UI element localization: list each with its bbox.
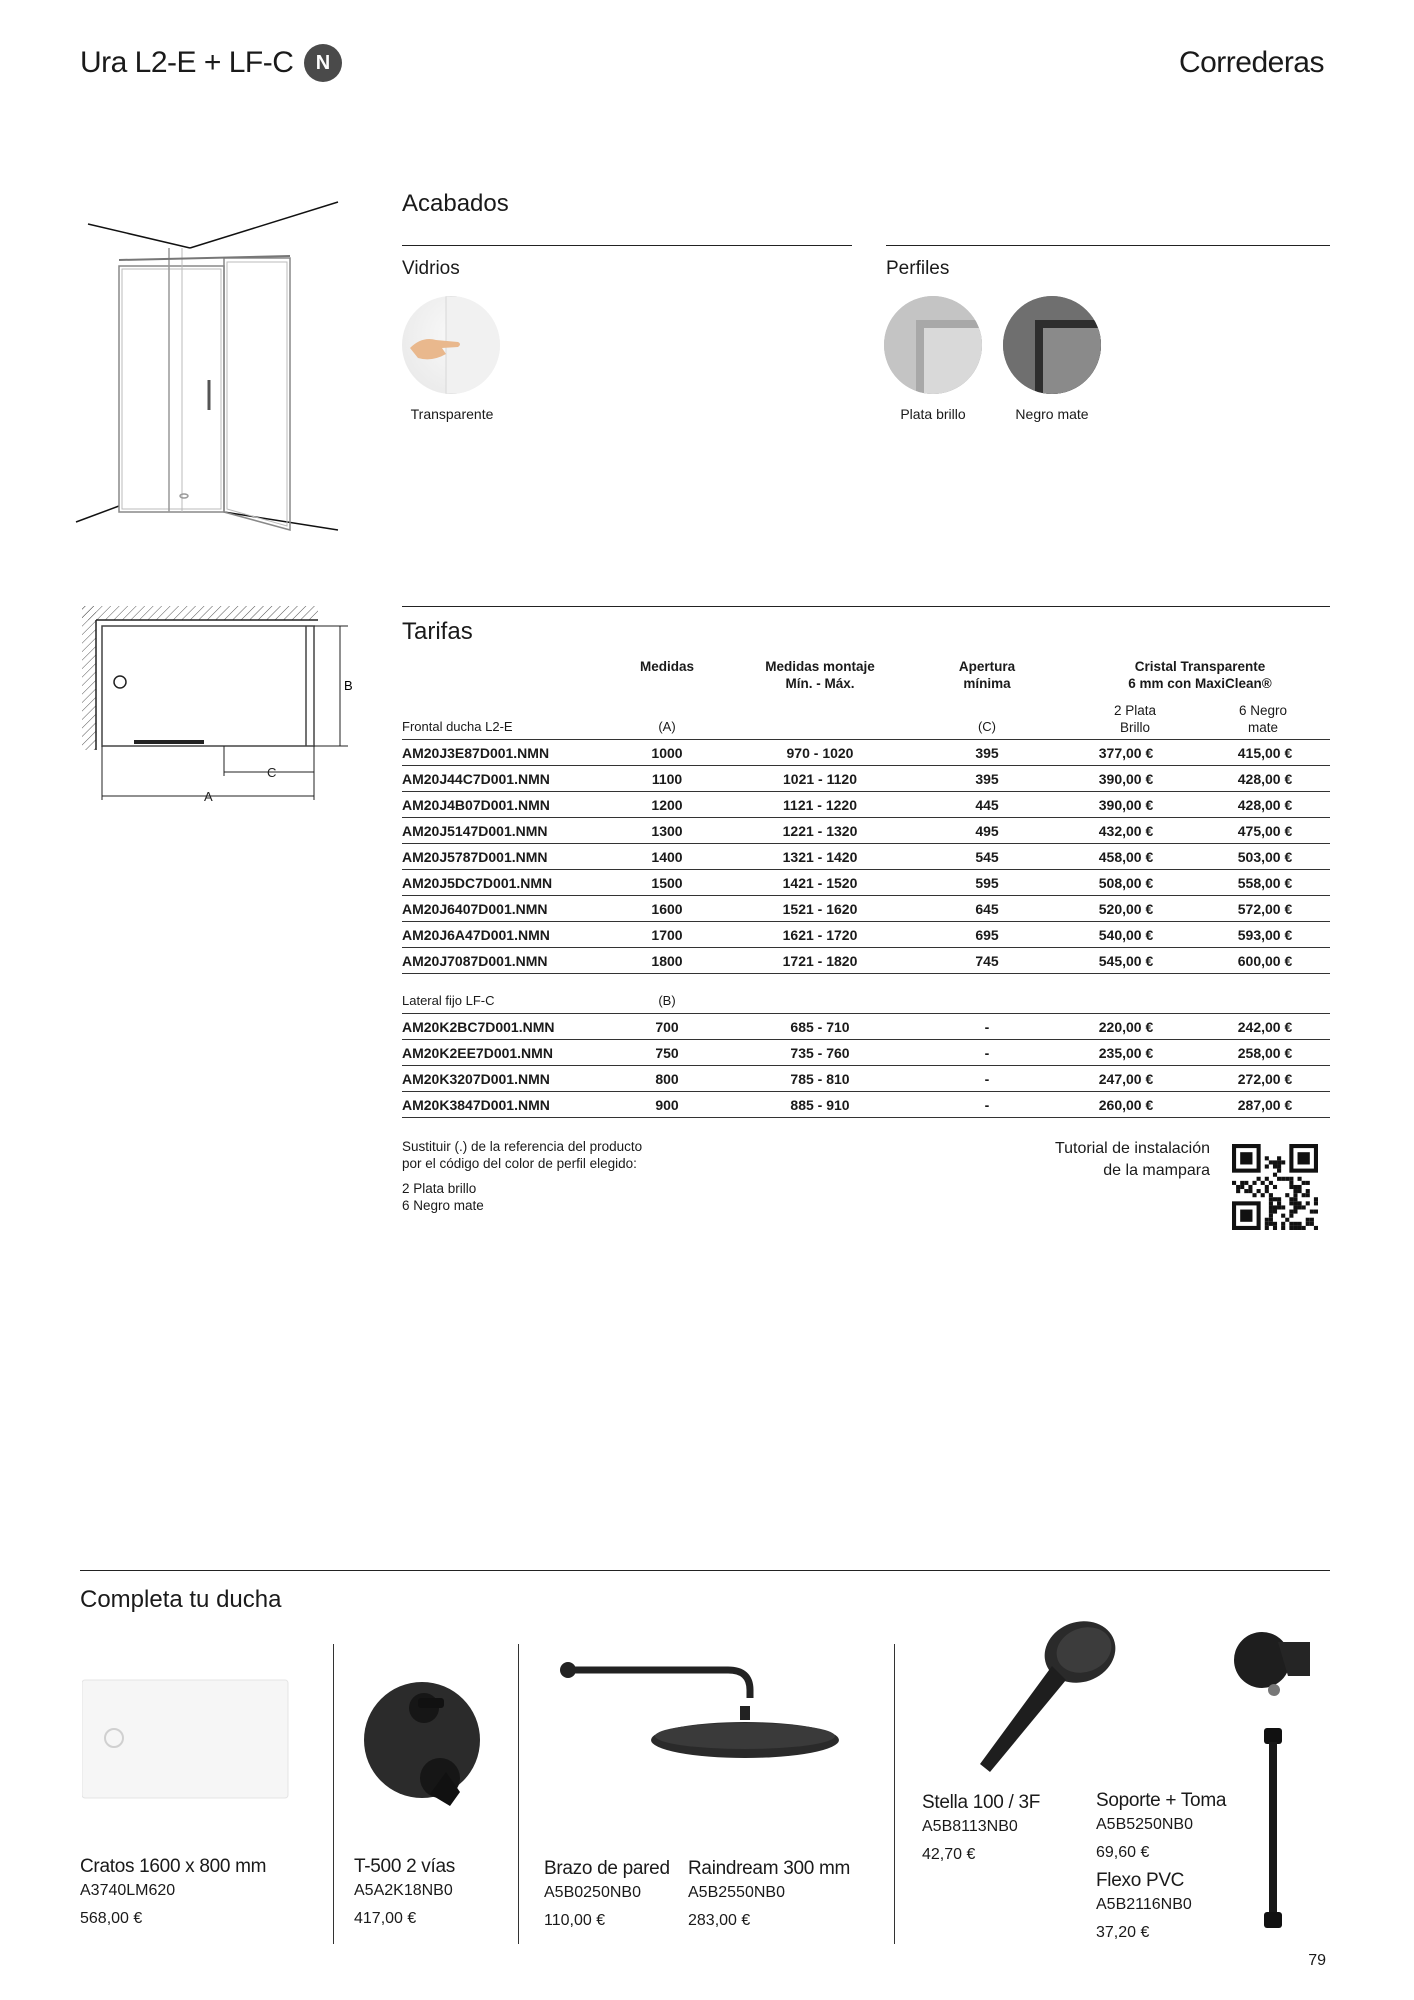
price-negro-mate: 572,00 € [1200, 896, 1330, 922]
tutorial-text-line2: de la mampara [1103, 1162, 1210, 1179]
product-code: AM20K2EE7D001.NMN [402, 1040, 616, 1066]
product-code: AM20J7087D001.NMN [402, 948, 616, 974]
col-header-negro-line1: 6 Negro [1238, 703, 1288, 718]
price-plata-brillo: 220,00 € [1052, 1014, 1200, 1040]
product-code: A5A2K18NB0 [354, 1882, 453, 1899]
complete-title: Completa tu ducha [80, 1586, 282, 1613]
apertura-minima: 395 [922, 766, 1052, 792]
product-name: Stella 100 / 3F [922, 1792, 1041, 1813]
col-header-medidas: Medidas [639, 659, 694, 674]
col-header-plata-line1: 2 Plata [1113, 703, 1157, 718]
tariffs-table [402, 714, 1330, 1118]
col-header-apertura-line1: Apertura [958, 659, 1016, 674]
product-soporte-toma [1096, 1790, 1226, 1862]
col-header-plata-line2: Brillo [1119, 720, 1150, 735]
tariffs-rule [402, 606, 1330, 607]
wall-outlet-support-image [1228, 1616, 1318, 1700]
apertura-minima: 395 [922, 740, 1052, 766]
product-flexo-pvc [1096, 1870, 1192, 1942]
product-code: AM20J6407D001.NMN [402, 896, 616, 922]
price-plata-brillo: 545,00 € [1052, 948, 1200, 974]
price-negro-mate: 415,00 € [1200, 740, 1330, 766]
price-negro-mate: 287,00 € [1200, 1092, 1330, 1118]
profile-black-swatch [1003, 296, 1101, 394]
apertura-minima: 595 [922, 870, 1052, 896]
page-number: 79 [1308, 1952, 1326, 1969]
medida: 1800 [616, 948, 718, 974]
new-badge: N [304, 44, 342, 82]
glass-transparent-swatch [402, 296, 500, 394]
price-negro-mate: 600,00 € [1200, 948, 1330, 974]
lateral-section-row [402, 988, 1330, 1014]
finishes-glass-rule [402, 245, 852, 246]
tariff-row [402, 792, 1330, 818]
medida-montaje: 1421 - 1520 [718, 870, 922, 896]
tariff-row [402, 766, 1330, 792]
apertura-minima: - [922, 1066, 1052, 1092]
price-negro-mate: 558,00 € [1200, 870, 1330, 896]
price-plata-brillo: 390,00 € [1052, 766, 1200, 792]
divider [333, 1644, 334, 1944]
tariff-row [402, 740, 1330, 766]
pvc-hose-image [1258, 1728, 1288, 1930]
medida-montaje: 685 - 710 [718, 1014, 922, 1040]
medida: 900 [616, 1092, 718, 1118]
plan-dimension-diagram [74, 600, 364, 806]
col-header-cristal [1080, 658, 1320, 692]
medida: 1200 [616, 792, 718, 818]
product-price: 42,70 € [922, 1846, 976, 1863]
reference-note [402, 1138, 642, 1214]
complete-rule [80, 1570, 1330, 1571]
product-price: 568,00 € [80, 1910, 143, 1927]
medida: 800 [616, 1066, 718, 1092]
medida: 750 [616, 1040, 718, 1066]
profile-silver-swatch [884, 296, 982, 394]
medida: 1300 [616, 818, 718, 844]
tutorial-text-line1: Tutorial de instalación [1054, 1140, 1210, 1157]
medida-montaje: 1221 - 1320 [718, 818, 922, 844]
apertura-minima: - [922, 1014, 1052, 1040]
price-plata-brillo: 390,00 € [1052, 792, 1200, 818]
price-plata-brillo: 260,00 € [1052, 1092, 1200, 1118]
medida-montaje: 1521 - 1620 [718, 896, 922, 922]
product-raindream [688, 1858, 850, 1930]
product-code: AM20J6A47D001.NMN [402, 922, 616, 948]
product-code: A3740LM620 [80, 1882, 176, 1899]
medida-montaje: 970 - 1020 [718, 740, 922, 766]
apertura-minima: - [922, 1092, 1052, 1118]
front-col-c: (C) [922, 714, 1052, 740]
tariffs-title: Tarifas [402, 618, 473, 645]
medida: 1100 [616, 766, 718, 792]
shower-tray-image [82, 1678, 290, 1800]
product-price: 110,00 € [544, 1912, 606, 1929]
product-code: AM20K2BC7D001.NMN [402, 1014, 616, 1040]
price-negro-mate: 475,00 € [1200, 818, 1330, 844]
profile-black-label: Negro mate [1015, 406, 1089, 422]
product-name: Cratos 1600 x 800 mm [80, 1856, 267, 1877]
apertura-minima: 495 [922, 818, 1052, 844]
lateral-col-b: (B) [616, 988, 718, 1014]
medida: 1600 [616, 896, 718, 922]
product-cratos [80, 1856, 266, 1928]
tariff-row [402, 1014, 1330, 1040]
col-header-cristal-line2: 6 mm con MaxiClean® [1128, 676, 1272, 691]
dimension-a-label: A [204, 789, 213, 804]
dimension-b-label: B [344, 678, 353, 693]
col-header-montaje-line2: Mín. - Máx. [785, 676, 855, 691]
reference-note-line4: 6 Negro mate [402, 1198, 484, 1213]
medida: 1700 [616, 922, 718, 948]
apertura-minima: 445 [922, 792, 1052, 818]
lateral-section-title: Lateral fijo LF-C [402, 988, 616, 1014]
price-negro-mate: 428,00 € [1200, 766, 1330, 792]
product-price: 69,60 € [1096, 1844, 1150, 1861]
tariff-row [402, 870, 1330, 896]
price-negro-mate: 258,00 € [1200, 1040, 1330, 1066]
product-name: Raindream 300 mm [688, 1858, 851, 1879]
price-plata-brillo: 540,00 € [1052, 922, 1200, 948]
product-code: A5B0250NB0 [544, 1884, 641, 1901]
product-brazo-pared [544, 1858, 670, 1930]
medida-montaje: 1021 - 1120 [718, 766, 922, 792]
medida: 1500 [616, 870, 718, 896]
product-name: Flexo PVC [1096, 1870, 1185, 1891]
tutorial-text [1000, 1138, 1210, 1182]
front-section-title: Frontal ducha L2-E [402, 714, 616, 740]
col-header-montaje [740, 658, 900, 692]
glass-transparent-label: Transparente [410, 406, 494, 422]
profile-silver-label: Plata brillo [900, 406, 966, 422]
medida: 700 [616, 1014, 718, 1040]
apertura-minima: - [922, 1040, 1052, 1066]
product-code: A5B8113NB0 [922, 1818, 1018, 1835]
price-negro-mate: 242,00 € [1200, 1014, 1330, 1040]
profiles-title: Perfiles [886, 258, 950, 279]
page-title: Ura L2-E + LF-C [80, 46, 294, 79]
tutorial-qr-code[interactable] [1232, 1144, 1318, 1230]
medida-montaje: 1321 - 1420 [718, 844, 922, 870]
shower-enclosure-illustration [74, 196, 346, 536]
medida-montaje: 885 - 910 [718, 1092, 922, 1118]
tariff-row [402, 1040, 1330, 1066]
price-plata-brillo: 247,00 € [1052, 1066, 1200, 1092]
medida-montaje: 785 - 810 [718, 1066, 922, 1092]
col-header-montaje-line1: Medidas montaje [765, 659, 875, 674]
product-code: A5B2550NB0 [688, 1884, 785, 1901]
price-plata-brillo: 458,00 € [1052, 844, 1200, 870]
product-code: AM20K3847D001.NMN [402, 1092, 616, 1118]
medida: 1000 [616, 740, 718, 766]
medida-montaje: 1621 - 1720 [718, 922, 922, 948]
thermostatic-valve-image [360, 1668, 490, 1818]
price-plata-brillo: 377,00 € [1052, 740, 1200, 766]
front-section-row [402, 714, 1330, 740]
product-code: AM20J5DC7D001.NMN [402, 870, 616, 896]
product-t500 [354, 1856, 455, 1928]
price-plata-brillo: 508,00 € [1052, 870, 1200, 896]
reference-note-line1: Sustituir (.) de la referencia del producto [402, 1139, 643, 1154]
product-code: AM20K3207D001.NMN [402, 1066, 616, 1092]
price-negro-mate: 428,00 € [1200, 792, 1330, 818]
medida-montaje: 735 - 760 [718, 1040, 922, 1066]
divider [518, 1644, 519, 1944]
price-negro-mate: 272,00 € [1200, 1066, 1330, 1092]
product-price: 283,00 € [688, 1912, 751, 1929]
hand-shower-image [968, 1614, 1128, 1776]
product-code: A5B2116NB0 [1096, 1896, 1192, 1913]
glass-title: Vidrios [402, 258, 460, 279]
section-title: Correderas [1178, 46, 1324, 79]
finishes-title: Acabados [402, 190, 509, 217]
front-col-a: (A) [616, 714, 718, 740]
tariff-row [402, 948, 1330, 974]
apertura-minima: 745 [922, 948, 1052, 974]
price-plata-brillo: 520,00 € [1052, 896, 1200, 922]
apertura-minima: 545 [922, 844, 1052, 870]
apertura-minima: 645 [922, 896, 1052, 922]
product-stella [922, 1792, 1040, 1864]
product-name: Brazo de pared [544, 1858, 670, 1879]
product-code: AM20J4B07D001.NMN [402, 792, 616, 818]
product-code: AM20J5147D001.NMN [402, 818, 616, 844]
price-plata-brillo: 432,00 € [1052, 818, 1200, 844]
price-negro-mate: 593,00 € [1200, 922, 1330, 948]
tariff-row [402, 844, 1330, 870]
reference-note-line3: 2 Plata brillo [402, 1181, 477, 1196]
product-code: AM20J3E87D001.NMN [402, 740, 616, 766]
tariff-row [402, 1066, 1330, 1092]
finishes-profile-rule [886, 245, 1330, 246]
product-code: AM20J44C7D001.NMN [402, 766, 616, 792]
wall-arm-raindream-image [554, 1646, 854, 1772]
tariff-row [402, 896, 1330, 922]
price-plata-brillo: 235,00 € [1052, 1040, 1200, 1066]
product-code: AM20J5787D001.NMN [402, 844, 616, 870]
price-negro-mate: 503,00 € [1200, 844, 1330, 870]
product-code: A5B5250NB0 [1096, 1816, 1193, 1833]
col-header-negro-line2: mate [1247, 720, 1278, 735]
tariff-row [402, 922, 1330, 948]
tariff-row [402, 1092, 1330, 1118]
dimension-c-label: C [267, 765, 277, 780]
product-price: 417,00 € [354, 1910, 417, 1927]
product-name: Soporte + Toma [1096, 1790, 1227, 1811]
medida-montaje: 1121 - 1220 [718, 792, 922, 818]
col-header-apertura [920, 658, 1054, 692]
apertura-minima: 695 [922, 922, 1052, 948]
col-header-apertura-line2: mínima [963, 676, 1011, 691]
reference-note-line2: por el código del color de perfil elegido: [402, 1156, 637, 1171]
col-header-cristal-line1: Cristal Transparente [1134, 659, 1266, 674]
tariff-row [402, 818, 1330, 844]
medida: 1400 [616, 844, 718, 870]
product-price: 37,20 € [1096, 1924, 1150, 1941]
divider [894, 1644, 895, 1944]
medida-montaje: 1721 - 1820 [718, 948, 922, 974]
product-name: T-500 2 vías [354, 1856, 455, 1877]
